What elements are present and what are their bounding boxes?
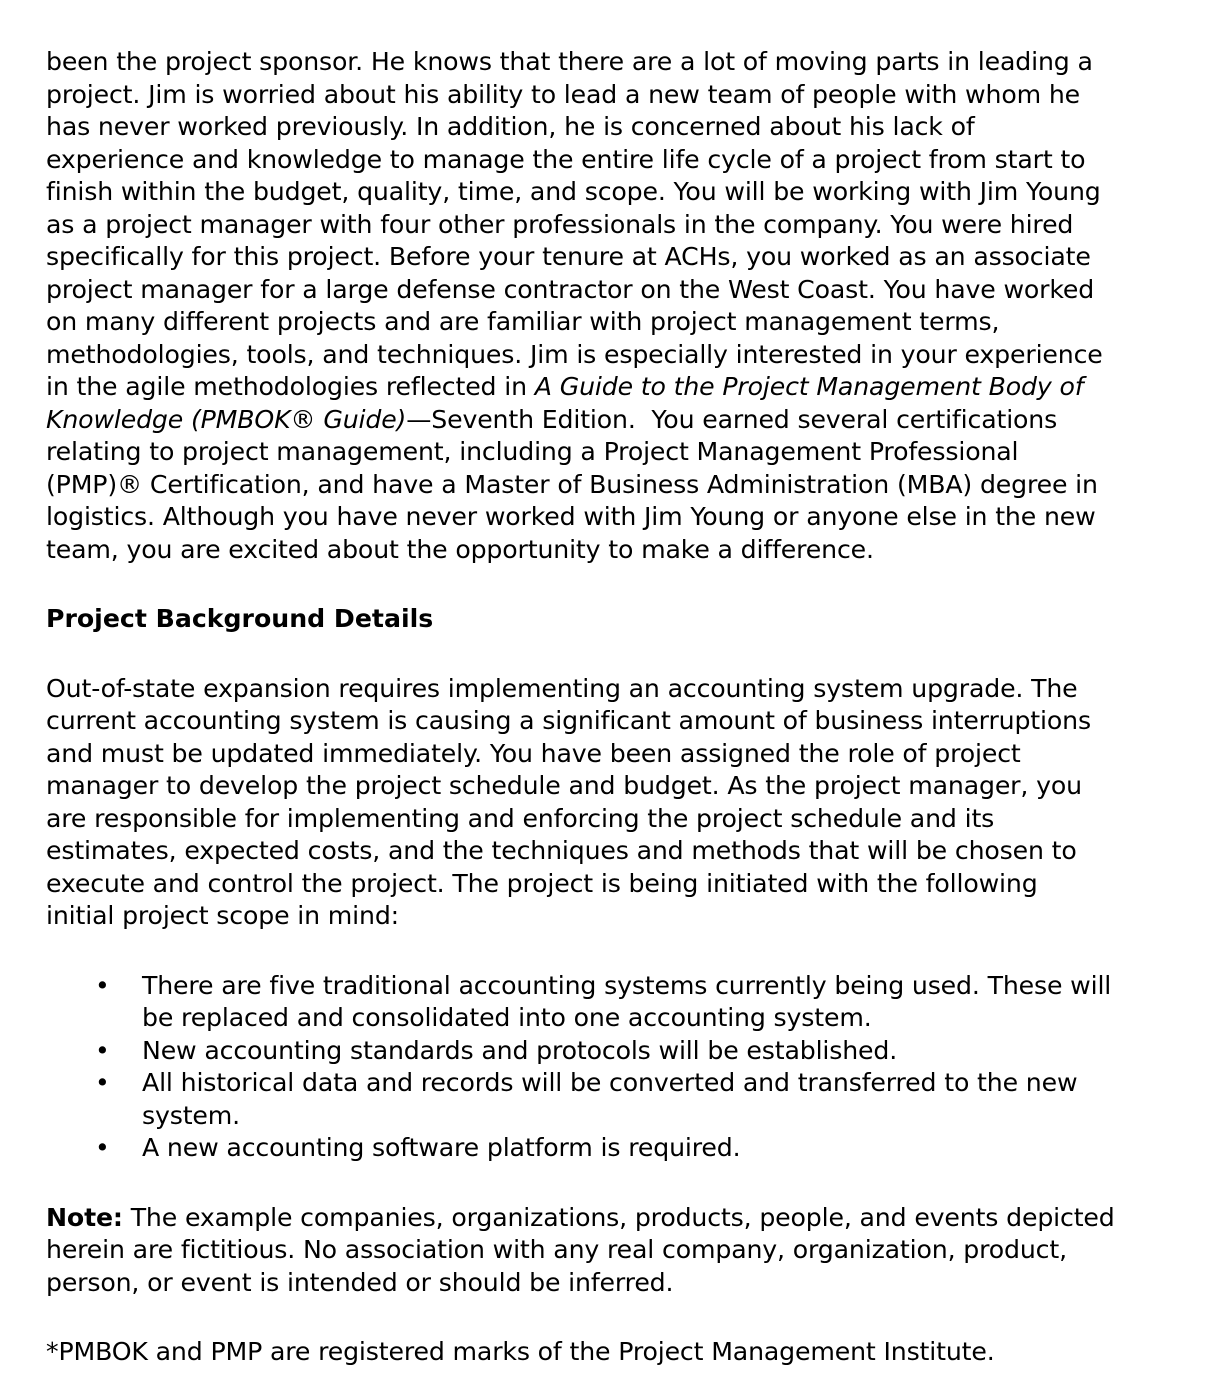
text-line: project. Jim is worried about his ability to lead a new team of people with whom he xyxy=(46,79,1080,109)
bullet-icon: • xyxy=(95,1133,110,1162)
text-line: project manager for a large defense contractor on the West Coast. You have worked xyxy=(46,274,1095,304)
text-line: execute and control the project. The project is being initiated with the following xyxy=(46,868,1038,898)
text-line: system. xyxy=(142,1100,241,1130)
intro-paragraph xyxy=(46,46,1216,566)
text-line: specifically for this project. Before your tenure at ACHs, you worked as an associate xyxy=(46,242,1091,271)
text-line: been the project sponsor. He knows that there are a lot of moving parts in leading a xyxy=(46,47,1093,76)
text-line: herein are fictitious. No association with any real company, organization, product, xyxy=(46,1235,1067,1264)
text-line: experience and knowledge to manage the entire life cycle of a project from start to xyxy=(46,144,1086,174)
spacer xyxy=(46,1299,1216,1336)
text-line xyxy=(46,371,1216,404)
text-line: There are five traditional accounting systems currently being used. These will xyxy=(142,970,1112,1000)
spacer xyxy=(46,566,1216,603)
text-line: has never worked previously. In addition, he is concerned about his lack of xyxy=(46,112,975,141)
text-line: A new accounting software platform is required. xyxy=(142,1133,741,1162)
note-paragraph xyxy=(46,1202,1216,1300)
text-line: be replaced and consolidated into one accounting system. xyxy=(142,1003,872,1032)
text-span: —Seventh Edition. You earned several certifications xyxy=(406,404,1058,434)
footnote-text: *PMBOK and PMP are registered marks of the Project Management Institute. xyxy=(46,1337,995,1366)
text-line: manager to develop the project schedule and budget. As the project manager, you xyxy=(46,771,1082,800)
text-line: team, you are excited about the opportunity to make a difference. xyxy=(46,534,874,564)
text-line: finish within the budget, quality, time, and scope. You will be working with Jim Young xyxy=(46,177,1101,206)
text-line: Out-of-state expansion requires implementing an accounting system upgrade. The xyxy=(46,673,1078,703)
text-line: current accounting system is causing a significant amount of business interruptions xyxy=(46,706,1091,735)
text-line: relating to project management, including a Project Management Professional xyxy=(46,437,1019,466)
bullet-icon: • xyxy=(95,970,110,1000)
text-line: estimates, expected costs, and the techniques and methods that will be chosen to xyxy=(46,836,1077,865)
scope-bullet-list xyxy=(46,970,1216,1165)
section-heading: Project Background Details xyxy=(46,604,434,633)
text-line: initial project scope in mind: xyxy=(46,901,400,930)
text-span: The example companies, organizations, products, people, and events depicted xyxy=(122,1202,1115,1232)
bullet-icon: • xyxy=(95,1035,110,1065)
text-line: person, or event is intended or should be inferred. xyxy=(46,1267,674,1297)
text-line: (PMP)® Certification, and have a Master of Business Administration (MBA) degree in xyxy=(46,469,1098,499)
book-title-italic: Knowledge (PMBOK® Guide) xyxy=(46,404,407,434)
text-line: and must be updated immediately. You have been assigned the role of project xyxy=(46,738,1021,768)
spacer xyxy=(46,1165,1216,1202)
spacer xyxy=(46,933,1216,970)
list-item xyxy=(46,1035,1216,1068)
list-item xyxy=(46,970,1216,1035)
text-line: logistics. Although you have never worked with Jim Young or anyone else in the new xyxy=(46,502,1096,531)
text-line: as a project manager with four other professionals in the company. You were hired xyxy=(46,209,1074,239)
text-line xyxy=(46,404,1216,437)
text-line: All historical data and records will be converted and transferred to the new xyxy=(142,1068,1078,1097)
text-span: in the agile methodologies reflected in xyxy=(46,372,535,401)
footnote xyxy=(46,1336,1216,1369)
text-line: New accounting standards and protocols will be established. xyxy=(142,1035,898,1065)
text-line xyxy=(46,1202,1216,1235)
bullet-icon: • xyxy=(95,1068,110,1097)
text-line: on many different projects and are familiar with project management terms, xyxy=(46,307,1000,336)
text-line: methodologies, tools, and techniques. Jim is especially interested in your experience xyxy=(46,339,1103,369)
spacer xyxy=(46,636,1216,673)
list-item xyxy=(46,1132,1216,1165)
book-title-italic: A Guide to the Project Management Body of xyxy=(534,372,1084,401)
background-paragraph xyxy=(46,673,1216,933)
text-line: are responsible for implementing and enforcing the project schedule and its xyxy=(46,803,995,833)
list-item xyxy=(46,1067,1216,1132)
note-label: Note: xyxy=(46,1202,123,1232)
document-page xyxy=(46,46,1216,1369)
